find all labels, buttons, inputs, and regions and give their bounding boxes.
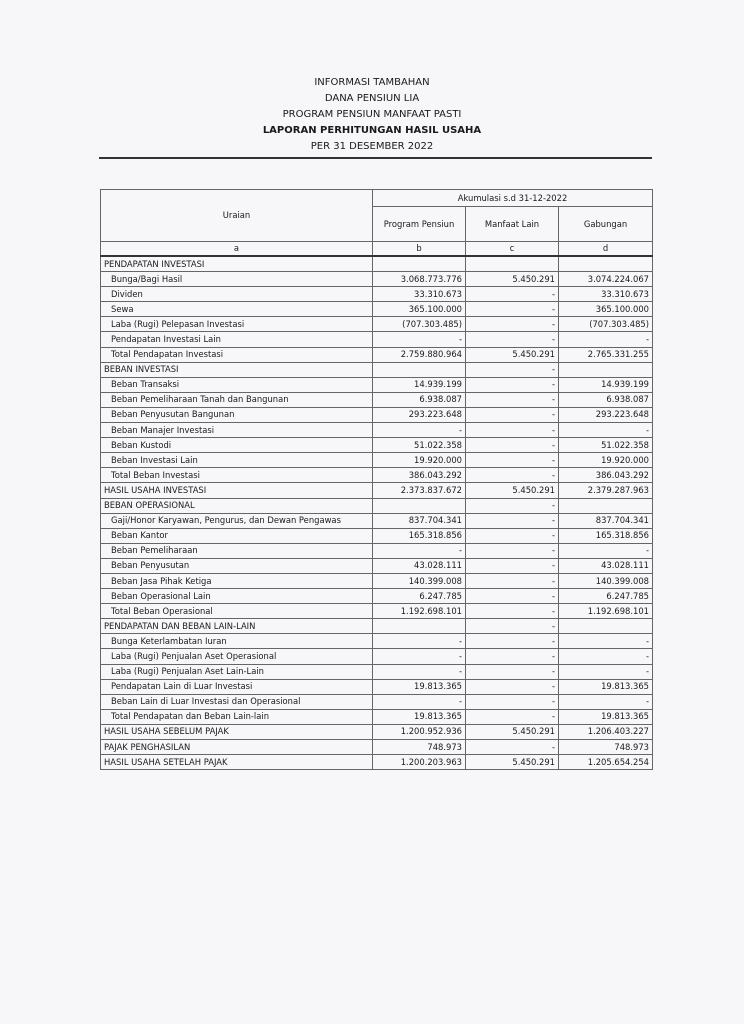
gabungan-value: 19.813.365 — [559, 709, 653, 724]
row-label: Total Beban Investasi — [101, 468, 373, 483]
header-line-2: DANA PENSIUN LIA — [324, 93, 420, 104]
row-label: Beban Investasi Lain — [101, 453, 373, 468]
program-pensiun-value: 293.223.648 — [373, 407, 466, 422]
letter-d: d — [559, 242, 653, 257]
manfaat-lain-value: - — [466, 362, 559, 377]
gabungan-value: - — [559, 649, 653, 664]
program-pensiun-value: 43.028.111 — [373, 558, 466, 573]
manfaat-lain-value — [466, 256, 559, 272]
gabungan-value: 1.205.654.254 — [559, 755, 653, 770]
program-pensiun-value: 19.813.365 — [373, 679, 466, 694]
manfaat-lain-value: - — [466, 694, 559, 709]
manfaat-lain-value: - — [466, 468, 559, 483]
program-pensiun-value — [373, 498, 466, 513]
table-row — [101, 634, 653, 649]
row-label: Laba (Rugi) Penjualan Aset Operasional — [101, 649, 373, 664]
table-row — [101, 498, 653, 513]
gabungan-value — [559, 498, 653, 513]
table-row — [101, 332, 653, 347]
manfaat-lain-value: - — [466, 438, 559, 453]
gabungan-value: 2.765.331.255 — [559, 347, 653, 362]
row-label: Bunga/Bagi Hasil — [101, 272, 373, 287]
gabungan-value — [559, 619, 653, 634]
row-label: HASIL USAHA SETELAH PAJAK — [101, 755, 373, 770]
table-row — [101, 740, 653, 755]
program-pensiun-value: 2.759.880.964 — [373, 347, 466, 362]
table-row — [101, 287, 653, 302]
gabungan-value: 14.939.199 — [559, 377, 653, 392]
row-label: Beban Jasa Pihak Ketiga — [101, 573, 373, 588]
manfaat-lain-value: - — [466, 740, 559, 755]
program-pensiun-value: 140.399.008 — [373, 573, 466, 588]
row-label: Pendapatan Lain di Luar Investasi — [101, 679, 373, 694]
uraian-header: Uraian — [101, 190, 373, 242]
program-pensiun-value: 19.920.000 — [373, 453, 466, 468]
table-row — [101, 649, 653, 664]
table-row — [101, 589, 653, 604]
manfaat-lain-value: - — [466, 528, 559, 543]
gabungan-value: 2.379.287.963 — [559, 483, 653, 498]
program-pensiun-value — [373, 619, 466, 634]
row-label: Dividen — [101, 287, 373, 302]
row-label: Beban Manajer Investasi — [101, 423, 373, 438]
table-row — [101, 694, 653, 709]
manfaat-lain-value: - — [466, 619, 559, 634]
table-row — [101, 302, 653, 317]
program-pensiun-value: 748.973 — [373, 740, 466, 755]
letter-a: a — [101, 242, 373, 257]
program-pensiun-value: 19.813.365 — [373, 709, 466, 724]
gabungan-value: 837.704.341 — [559, 513, 653, 528]
row-label: Total Pendapatan dan Beban Lain-lain — [101, 709, 373, 724]
program-pensiun-value: 165.318.856 — [373, 528, 466, 543]
row-label: Laba (Rugi) Pelepasan Investasi — [101, 317, 373, 332]
program-pensiun-value: (707.303.485) — [373, 317, 466, 332]
manfaat-lain-value: - — [466, 392, 559, 407]
table-row — [101, 392, 653, 407]
table-row — [101, 724, 653, 739]
row-label: Beban Penyusutan Bangunan — [101, 407, 373, 422]
gabungan-header: Gabungan — [559, 207, 653, 242]
manfaat-lain-value: - — [466, 377, 559, 392]
table-row — [101, 604, 653, 619]
row-label: Total Pendapatan Investasi — [101, 347, 373, 362]
table-row — [101, 317, 653, 332]
row-label: Bunga Keterlambatan Iuran — [101, 634, 373, 649]
gabungan-value: 386.043.292 — [559, 468, 653, 483]
manfaat-lain-value: - — [466, 604, 559, 619]
table-row — [101, 453, 653, 468]
table-row — [101, 256, 653, 272]
table-row — [101, 468, 653, 483]
manfaat-lain-value: - — [466, 573, 559, 588]
gabungan-value: 19.920.000 — [559, 453, 653, 468]
report-title: LAPORAN PERHITUNGAN HASIL USAHA — [262, 125, 482, 136]
gabungan-value: 293.223.648 — [559, 407, 653, 422]
gabungan-value: - — [559, 634, 653, 649]
row-label: Beban Operasional Lain — [101, 589, 373, 604]
row-label: Laba (Rugi) Penjualan Aset Lain-Lain — [101, 664, 373, 679]
table-row — [101, 407, 653, 422]
manfaat-lain-value: - — [466, 558, 559, 573]
table-row — [101, 664, 653, 679]
manfaat-lain-value: - — [466, 302, 559, 317]
manfaat-lain-value: - — [466, 543, 559, 558]
manfaat-lain-value: 5.450.291 — [466, 272, 559, 287]
row-label: BEBAN OPERASIONAL — [101, 498, 373, 513]
program-pensiun-value: - — [373, 634, 466, 649]
row-label: PAJAK PENGHASILAN — [101, 740, 373, 755]
row-label: Beban Pemeliharaan — [101, 543, 373, 558]
gabungan-value: 748.973 — [559, 740, 653, 755]
gabungan-value: - — [559, 423, 653, 438]
letter-c: c — [466, 242, 559, 257]
gabungan-value: 19.813.365 — [559, 679, 653, 694]
manfaat-lain-value: - — [466, 709, 559, 724]
table-row — [101, 513, 653, 528]
table-row — [101, 543, 653, 558]
manfaat-lain-value: - — [466, 498, 559, 513]
gabungan-value: 3.074.224.067 — [559, 272, 653, 287]
row-label: HASIL USAHA SEBELUM PAJAK — [101, 724, 373, 739]
gabungan-value: 140.399.008 — [559, 573, 653, 588]
gabungan-value — [559, 256, 653, 272]
manfaat-lain-value: - — [466, 453, 559, 468]
table-body — [101, 256, 653, 770]
manfaat-lain-value: - — [466, 634, 559, 649]
gabungan-value: - — [559, 332, 653, 347]
row-label: Beban Penyusutan — [101, 558, 373, 573]
program-pensiun-value: - — [373, 694, 466, 709]
table-row — [101, 573, 653, 588]
manfaat-lain-value: 5.450.291 — [466, 755, 559, 770]
gabungan-value: 43.028.111 — [559, 558, 653, 573]
row-label: Beban Transaksi — [101, 377, 373, 392]
gabungan-value: 165.318.856 — [559, 528, 653, 543]
manfaat-lain-value: - — [466, 407, 559, 422]
program-pensiun-value — [373, 256, 466, 272]
table-row — [101, 272, 653, 287]
table-row — [101, 709, 653, 724]
gabungan-value: 365.100.000 — [559, 302, 653, 317]
letter-b: b — [373, 242, 466, 257]
program-pensiun-value: 6.247.785 — [373, 589, 466, 604]
row-label: Total Beban Operasional — [101, 604, 373, 619]
gabungan-value — [559, 362, 653, 377]
row-label: HASIL USAHA INVESTASI — [101, 483, 373, 498]
row-label: PENDAPATAN INVESTASI — [101, 256, 373, 272]
table-row — [101, 755, 653, 770]
manfaat-lain-value: - — [466, 513, 559, 528]
gabungan-value: 1.192.698.101 — [559, 604, 653, 619]
row-label: Beban Kantor — [101, 528, 373, 543]
manfaat-lain-value: - — [466, 423, 559, 438]
gabungan-value: 6.247.785 — [559, 589, 653, 604]
program-pensiun-value: - — [373, 423, 466, 438]
program-pensiun-value: 1.200.952.936 — [373, 724, 466, 739]
table-row — [101, 619, 653, 634]
header-line-3: PROGRAM PENSIUN MANFAAT PASTI — [282, 109, 462, 120]
gabungan-value: 33.310.673 — [559, 287, 653, 302]
program-pensiun-value: 365.100.000 — [373, 302, 466, 317]
program-pensiun-value: - — [373, 649, 466, 664]
manfaat-lain-value: - — [466, 679, 559, 694]
manfaat-lain-value: - — [466, 317, 559, 332]
program-pensiun-value — [373, 362, 466, 377]
table-row — [101, 347, 653, 362]
gabungan-value: - — [559, 694, 653, 709]
program-pensiun-value: 51.022.358 — [373, 438, 466, 453]
gabungan-value: 51.022.358 — [559, 438, 653, 453]
header-line-1: INFORMASI TAMBAHAN — [314, 77, 430, 88]
table-row — [101, 362, 653, 377]
program-pensiun-value: 837.704.341 — [373, 513, 466, 528]
row-label: BEBAN INVESTASI — [101, 362, 373, 377]
manfaat-lain-value: - — [466, 649, 559, 664]
gabungan-value: 6.938.087 — [559, 392, 653, 407]
manfaat-lain-value: - — [466, 332, 559, 347]
program-pensiun-header: Program Pensiun — [373, 207, 466, 242]
row-label: Sewa — [101, 302, 373, 317]
program-pensiun-value: - — [373, 332, 466, 347]
manfaat-lain-value: 5.450.291 — [466, 724, 559, 739]
income-statement-table — [100, 189, 653, 770]
report-date: PER 31 DESEMBER 2022 — [310, 141, 434, 152]
program-pensiun-value: - — [373, 664, 466, 679]
table-row — [101, 483, 653, 498]
header-rule — [99, 157, 652, 159]
row-label: Beban Kustodi — [101, 438, 373, 453]
program-pensiun-value: 1.192.698.101 — [373, 604, 466, 619]
gabungan-value: - — [559, 664, 653, 679]
manfaat-lain-value: - — [466, 287, 559, 302]
manfaat-lain-value: 5.450.291 — [466, 347, 559, 362]
gabungan-value: (707.303.485) — [559, 317, 653, 332]
program-pensiun-value: 6.938.087 — [373, 392, 466, 407]
program-pensiun-value: 1.200.203.963 — [373, 755, 466, 770]
manfaat-lain-value: 5.450.291 — [466, 483, 559, 498]
accumulation-header: Akumulasi s.d 31-12-2022 — [373, 190, 653, 207]
program-pensiun-value: 2.373.837.672 — [373, 483, 466, 498]
program-pensiun-value: 386.043.292 — [373, 468, 466, 483]
manfaat-lain-header: Manfaat Lain — [466, 207, 559, 242]
program-pensiun-value: - — [373, 543, 466, 558]
program-pensiun-value: 33.310.673 — [373, 287, 466, 302]
row-label: Pendapatan Investasi Lain — [101, 332, 373, 347]
gabungan-value: 1.206.403.227 — [559, 724, 653, 739]
program-pensiun-value: 14.939.199 — [373, 377, 466, 392]
gabungan-value: - — [559, 543, 653, 558]
row-label: Gaji/Honor Karyawan, Pengurus, dan Dewan Pengawas — [101, 513, 373, 528]
table-row — [101, 438, 653, 453]
table-row — [101, 423, 653, 438]
manfaat-lain-value: - — [466, 664, 559, 679]
row-label: PENDAPATAN DAN BEBAN LAIN-LAIN — [101, 619, 373, 634]
table-row — [101, 528, 653, 543]
table-row — [101, 558, 653, 573]
manfaat-lain-value: - — [466, 589, 559, 604]
program-pensiun-value: 3.068.773.776 — [373, 272, 466, 287]
row-label: Beban Lain di Luar Investasi dan Operasional — [101, 694, 373, 709]
row-label: Beban Pemeliharaan Tanah dan Bangunan — [101, 392, 373, 407]
table-row — [101, 377, 653, 392]
table-row — [101, 679, 653, 694]
